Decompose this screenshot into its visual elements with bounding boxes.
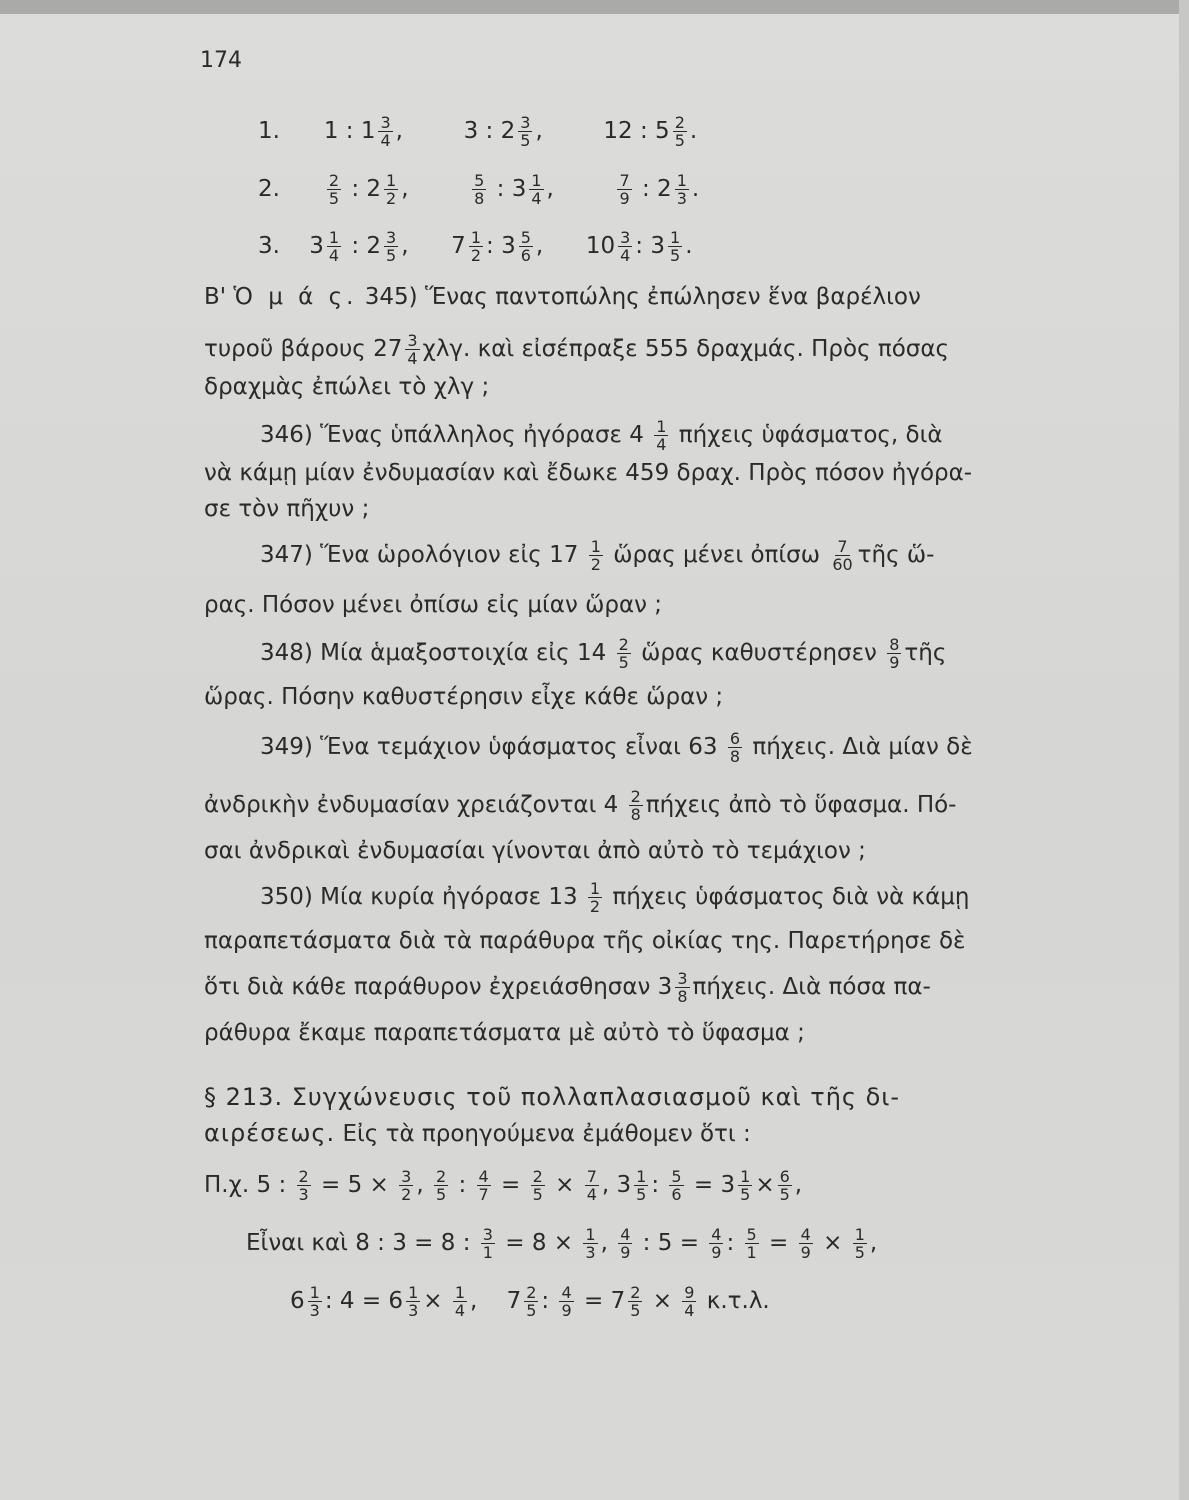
fraction: $\frac{7}{9}$ [619, 171, 630, 208]
formula-line-1: Π.χ. 5 : $\frac{2}{3}$ = 5 × $\frac{3}{2}$ , $\frac{2}{5}$ : $\frac{4}{7}$ = $\frac{2}{5}$ × $\frac{7}{4}$ , 3 $\frac{1}{5}$ : $\frac{5}{6}$ = 3 $\frac{1}{5}$ × $\frac{6}{5}$ , [204, 1167, 803, 1204]
problem-346-line-3: σε τὸν πῆχυν ; [204, 496, 370, 522]
problem-348-line-2: ὥρας. Πόσην καθυστέρησιν εἶχε κάθε ὥραν ; [204, 684, 724, 710]
problem-345-line-1: Β' Ὁ μ ά ς. 345) Ἕνας παντοπώλης ἐπώλησεν ἕνα βαρέλιον [204, 284, 921, 310]
problem-350-line-3: ὅτι διὰ κάθε παράθυρον ἐχρειάσθησαν 3 $\frac{3}{8}$ πήχεις. Διὰ πόσα πα- [204, 969, 931, 1006]
problem-346-line-2: νὰ κάμῃ μίαν ἐνδυμασίαν καὶ ἔδωκε 459 δραχ. Πρὸς πόσον ἠγόρα- [204, 460, 973, 486]
fraction: $\frac{1}{2}$ [589, 879, 601, 916]
fraction: $\frac{2}{5}$ [328, 171, 340, 208]
fraction: $\frac{3}{8}$ [677, 969, 688, 1006]
formula-line-3: 6 $\frac{1}{3}$ : 4 = 6 $\frac{1}{3}$ × $\frac{1}{4}$ , 7 $\frac{2}{5}$ : $\frac{4}{9}$ = 7 $\frac{2}{5}$ × $\frac{9}{4}$ κ.τ.λ. [290, 1283, 770, 1320]
exercise-row-3: 3. 3 $\frac{1}{4}$ : 2 $\frac{3}{5}$ , 7 $\frac{1}{2}$ : 3 $\frac{5}{6}$ , 10 $\frac{3}{4}$ : 3 $\frac{1}{5}$ . [258, 228, 693, 265]
fraction: $\frac{3}{5}$ [520, 113, 531, 150]
exercise-row-2: 2. $\frac{2}{5}$ : 2 $\frac{1}{2}$ , $\frac{5}{8}$ : 3 $\frac{1}{4}$ , $\frac{7}{9}$ : 2 $\frac{1}{3}$ . [258, 171, 700, 208]
fraction: $\frac{7}{60}$ [832, 537, 853, 574]
fraction: $\frac{3}{4}$ [407, 331, 418, 368]
fraction: $\frac{2}{5}$ [674, 113, 685, 150]
problem-350-line-4: ράθυρα ἔκαμε παραπετάσματα μὲ αὐτὸ τὸ ὕφασμα ; [204, 1020, 805, 1046]
fraction: $\frac{5}{8}$ [474, 171, 485, 208]
fraction: $\frac{1}{2}$ [590, 537, 601, 574]
problem-345-line-3: δραχμὰς ἐπώλει τὸ χλγ ; [204, 374, 490, 400]
fraction: $\frac{3}{4}$ [380, 113, 391, 150]
fraction: $\frac{1}{4}$ [656, 417, 667, 454]
fraction: $\frac{1}{4}$ [328, 228, 340, 265]
problem-349-line-3: σαι ἀνδρικαὶ ἐνδυμασίαι γίνονται ἀπὸ αὐτὸ τὸ τεμάχιον ; [204, 838, 866, 864]
fraction: $\frac{1}{5}$ [670, 228, 681, 265]
section-213-heading: § 213. Συγχώνευσις τοῦ πολλαπλασιασμοῦ καὶ τῆς δι- [204, 1083, 901, 1111]
problem-348-line-1: 348) Μία ἁμαξοστοιχία εἰς 14 $\frac{2}{5}$ ὥρας καθυστέρησεν $\frac{8}{9}$ τῆς [260, 635, 947, 672]
problem-345-line-2: τυροῦ βάρους 27 $\frac{3}{4}$ χλγ. καὶ εἰσέπραξε 555 δραχμάς. Πρὸς πόσας [204, 331, 950, 368]
section-213-line-2: αιρέσεως. Εἰς τὰ προηγούμενα ἐμάθομεν ὅτι : [204, 1119, 751, 1147]
scan-right-edge [1179, 0, 1189, 1500]
fraction: $\frac{3}{5}$ [386, 228, 397, 265]
fraction: $\frac{2}{8}$ [630, 787, 641, 824]
formula-line-2: Εἶναι καὶ 8 : 3 = 8 : $\frac{3}{1}$ = 8 × $\frac{1}{3}$ , $\frac{4}{9}$ : 5 = $\frac{4}{9}$ : $\frac{5}{1}$ = $\frac{4}{9}$ × $\frac{1}{5}$ , [246, 1225, 878, 1262]
problem-350-line-2: παραπετάσματα διὰ τὰ παράθυρα τῆς οἰκίας της. Παρετήρησε δὲ [204, 928, 966, 954]
fraction: $\frac{8}{9}$ [889, 635, 900, 672]
fraction: $\frac{6}{8}$ [729, 729, 741, 766]
fraction: $\frac{5}{6}$ [520, 228, 531, 265]
exercise-row-1: 1. 1 : 1 $\frac{3}{4}$ , 3 : 2 $\frac{3}{5}$ , 12 : 5 $\frac{2}{5}$ . [258, 113, 698, 150]
fraction: $\frac{1}{2}$ [386, 171, 397, 208]
fraction: $\frac{2}{5}$ [618, 635, 629, 672]
problem-347-line-1: 347) Ἕνα ὡρολόγιον εἰς 17 $\frac{1}{2}$ ὥρας μένει ὀπίσω $\frac{7}{60}$ τῆς ὥ- [260, 537, 935, 574]
problem-349-line-1: 349) Ἕνα τεμάχιον ὑφάσματος εἶναι 63 $\frac{6}{8}$ πήχεις. Διὰ μίαν δὲ [260, 729, 973, 766]
problem-350-line-1: 350) Μία κυρία ἠγόρασε 13 $\frac{1}{2}$ πήχεις ὑφάσματος διὰ νὰ κάμῃ [260, 879, 970, 916]
scan-top-edge [0, 0, 1189, 14]
fraction: $\frac{1}{3}$ [676, 171, 687, 208]
fraction: $\frac{1}{4}$ [531, 171, 542, 208]
page-number: 174 [200, 48, 242, 73]
problem-347-line-2: ρας. Πόσον μένει ὀπίσω εἰς μίαν ὥραν ; [204, 592, 663, 618]
problem-349-line-2: ἀνδρικὴν ἐνδυμασίαν χρειάζονται 4 $\frac{2}{8}$ πήχεις ἀπὸ τὸ ὕφασμα. Πό- [204, 787, 957, 824]
fraction: $\frac{1}{2}$ [470, 228, 481, 265]
problem-346-line-1: 346) Ἕνας ὑπάλληλος ἠγόρασε 4 $\frac{1}{4}$ πήχεις ὑφάσματος, διὰ [260, 417, 943, 454]
fraction: $\frac{3}{4}$ [620, 228, 631, 265]
